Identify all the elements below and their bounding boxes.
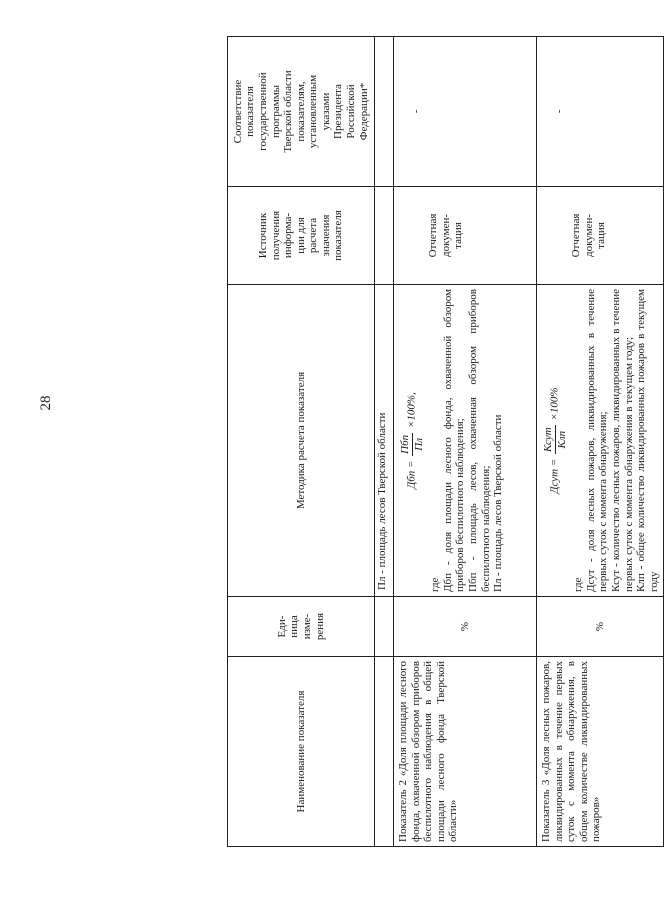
indicator-table <box>227 36 664 847</box>
definition-line: Пл - площадь лесов Тверской области <box>492 414 505 592</box>
source-text: Отчетная докумен- тация <box>570 213 608 258</box>
indicator-unit: % <box>537 597 664 657</box>
indicator-source <box>537 187 664 285</box>
source-text: Отчетная докумен- тация <box>427 213 465 258</box>
indicator-name: Показатель 2 «Доля площади лесного фонда, охваченной обзором приборов беспилотного наблюдения в общей площади лесного фонда Тверской области» <box>394 657 537 847</box>
header-unit-text: Еди- ница изме- рения <box>275 612 326 641</box>
formula-fraction <box>399 433 425 456</box>
formula-numerator: Пбп <box>399 434 411 454</box>
header-source-text: Источник получения информа- ции для расчета значения показателя <box>256 210 345 261</box>
definition-line: Дсут - доля лесных пожаров, ликвидированных в течение первых суток с момента обнаружения; <box>584 289 610 592</box>
table-row <box>537 37 664 847</box>
formula-numerator: Ксут <box>542 427 554 452</box>
formula-denominator: Клп <box>555 430 568 449</box>
header-method <box>228 285 375 597</box>
indicator-unit: % <box>394 597 537 657</box>
indicator-compliance <box>537 37 664 187</box>
definition-line: Ксут - количество лесных пожаров, ликвидированных в течение первых суток с момента обнаружения в текущем году; <box>609 289 635 592</box>
continuation-empty-source <box>375 187 394 285</box>
compliance-mark: - <box>554 109 565 114</box>
header-source <box>228 187 375 285</box>
compliance-mark: - <box>411 109 422 114</box>
formula <box>399 289 425 592</box>
page-number: 28 <box>38 395 54 411</box>
formula-lhs: Дбп = <box>405 460 418 489</box>
where-label: где <box>572 577 585 592</box>
indicator-table-sheet <box>227 37 660 847</box>
formula-tail: ×100% <box>405 394 418 429</box>
continuation-text: Пл - площадь лесов Тверской области <box>375 285 394 597</box>
formula-fraction <box>542 425 568 454</box>
continuation-row <box>375 37 394 847</box>
header-unit <box>228 597 375 657</box>
formula-lhs: Дсут = <box>548 458 561 494</box>
indicator-method <box>537 285 664 597</box>
indicator-name: Показатель 3 «Доля лесных пожаров, ликвидированных в течение первых суток с момента обнаружения, в общем количестве ликвидированных пожаров» <box>537 657 664 847</box>
header-method-text: Методика расчета показателя <box>294 371 307 510</box>
continuation-empty-name <box>375 657 394 847</box>
indicator-method <box>394 285 537 597</box>
continuation-empty-compliance <box>375 37 394 187</box>
formula-punct: , <box>405 392 418 395</box>
formula-denominator: Пл <box>412 437 425 451</box>
indicator-compliance <box>394 37 537 187</box>
continuation-empty-unit <box>375 597 394 657</box>
header-compliance-text: Соответствие показателя государственной программы Тверской области показателям, установленным указами Президента Российской Федерации* <box>231 70 370 153</box>
where-label: где <box>429 577 442 592</box>
header-name-text: Наименование показателя <box>294 690 307 813</box>
table-row <box>394 37 537 847</box>
header-compliance <box>228 37 375 187</box>
header-name <box>228 657 375 847</box>
indicator-source <box>394 187 537 285</box>
formula <box>542 289 568 592</box>
formula-tail: ×100% <box>548 387 561 421</box>
definition-line: Пбп - площадь лесов, охваченная обзором приборов беспилотного наблюдения; <box>466 289 492 592</box>
table-header-row <box>228 37 375 847</box>
definition-line: Дбп - доля площади лесного фонда, охваченной обзором приборов беспилотного наблюдения; <box>441 289 467 592</box>
definition-line: Клп - общее количество ликвидированных пожаров в текущем году <box>635 289 660 592</box>
